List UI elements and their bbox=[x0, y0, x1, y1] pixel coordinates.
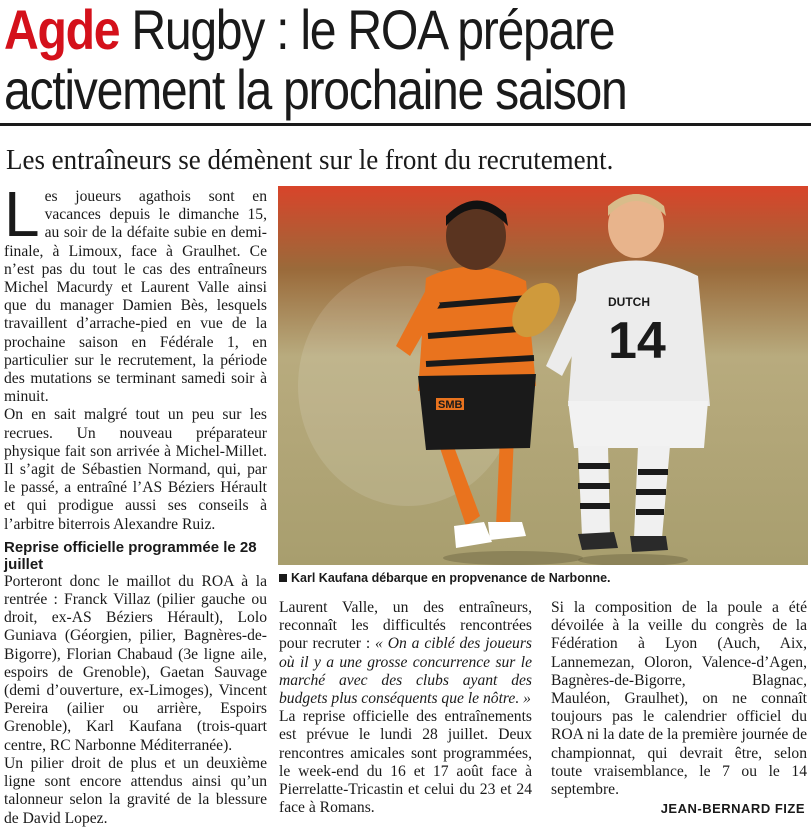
headline bbox=[4, 0, 692, 120]
article-column-2 bbox=[279, 599, 532, 817]
caption-square-icon bbox=[279, 574, 287, 582]
byline: JEAN-BERNARD FIZE bbox=[660, 801, 805, 816]
paragraph-5-intro: Laurent Valle, un des entraîneurs, reconnaît les difficultés rencontrées pour recruter : bbox=[279, 599, 532, 653]
photo-caption bbox=[279, 570, 809, 586]
jersey-number: 14 bbox=[608, 312, 666, 370]
article-column-3 bbox=[551, 599, 807, 799]
rugby-photo-illustration bbox=[278, 186, 808, 565]
jersey-sponsor: DUTCH bbox=[608, 295, 650, 309]
dropcap: L bbox=[4, 178, 40, 250]
paragraph-4: Un pilier droit de plus et un deuxième ligne sont encore attendus ainsi qu’un talonneur selon la gravité de la blessure de David Lopez. bbox=[4, 754, 267, 827]
paragraph-2: On en sait malgré tout un peu sur les recrues. Un nouveau préparateur physique fait son arrivée à Michel-Millet. Il s’agit de Sébastien Normand, qui, par le passé, a entraîné l’AS Béziers Hérault et qui prodigue aussi ses conseils à l’arbitre biterrois Alexandre Ruiz. bbox=[4, 406, 267, 533]
paragraph-1-text: es joueurs agathois sont en vacances depuis le dimanche 15, au soir de la défaite subie en demi-finale, à Limoux, face à Graulhet. Ce n’est pas du tout le cas des entraîneurs Michel Macurdy et Laurent Valle ainsi que du manager Damien Bès, lesquels travaillent d’arrache-pied en vue de la prochaine saison en Fédérale 1, en particulier sur le recrutement, la période des mutations se terminant samedi soir à minuit. bbox=[4, 188, 267, 406]
paragraph-6: La reprise officielle des entraînements est prévue le lundi 28 juillet. Deux rencontres amicales sont programmées, le week-end du 16 et 17 août face à Pierrelatte-Tricastin et celui du 23 et 24 face à Romans. bbox=[279, 708, 532, 817]
rugby-photo bbox=[278, 186, 808, 565]
paragraph-5 bbox=[279, 599, 532, 708]
sponsor-text: SMB bbox=[438, 399, 463, 411]
headline-rule bbox=[0, 123, 811, 126]
headline-title-1: Rugby : le ROA prépare bbox=[131, 0, 615, 61]
paragraph-1 bbox=[4, 178, 267, 406]
subheadline: Les entraîneurs se démènent sur le front du recrutement. bbox=[6, 144, 614, 176]
quote: « On a ciblé des joueurs où il y a une grosse concurrence sur le marché avec des clubs ayant des budgets plus conséquents que le nôtre. » bbox=[279, 635, 532, 708]
paragraph-7: Si la composition de la poule a été dévoilée à la veille du congrès de la Fédération à Lyon (Auch, Aix, Lannemezan, Oloron, Valence-d’Agen, Bagnères-de-Bigorre, Blagnac, Mauléon, Graulhet), on ne connaît toujours pas le calendrier officiel du ROA ni la date de la première journée de championnat, qui devrait être, selon toute vraisemblance, le 7 ou le 14 septembre. bbox=[551, 599, 807, 799]
paragraph-3: Porteront donc le maillot du ROA à la rentrée : Franck Villaz (pilier gauche ou droit, ex-AS Béziers Hérault), Lolo Guniava (Géorgien, pilier, Bagnères-de-Bigorre), Florian Chabaud (3e ligne aile, espoirs de Grenoble), Gaetan Sauvage (demi d’ouverture, ex-Limoges), Vincent Pereira (ailier ou arrière, Espoirs Grenoble), Karl Kaufana (trois-quart centre, RC Narbonne Méditerranée). bbox=[4, 572, 267, 754]
article-column-1 bbox=[4, 178, 267, 828]
headline-title-2: activement la prochaine saison bbox=[4, 58, 627, 121]
photo-caption-text: Karl Kaufana débarque en propvenance de Narbonne. bbox=[291, 571, 611, 585]
interheading: Reprise officielle programmée le 28 juillet bbox=[4, 538, 257, 573]
headline-kicker: Agde bbox=[4, 0, 120, 61]
headline-line1 bbox=[4, 0, 692, 60]
